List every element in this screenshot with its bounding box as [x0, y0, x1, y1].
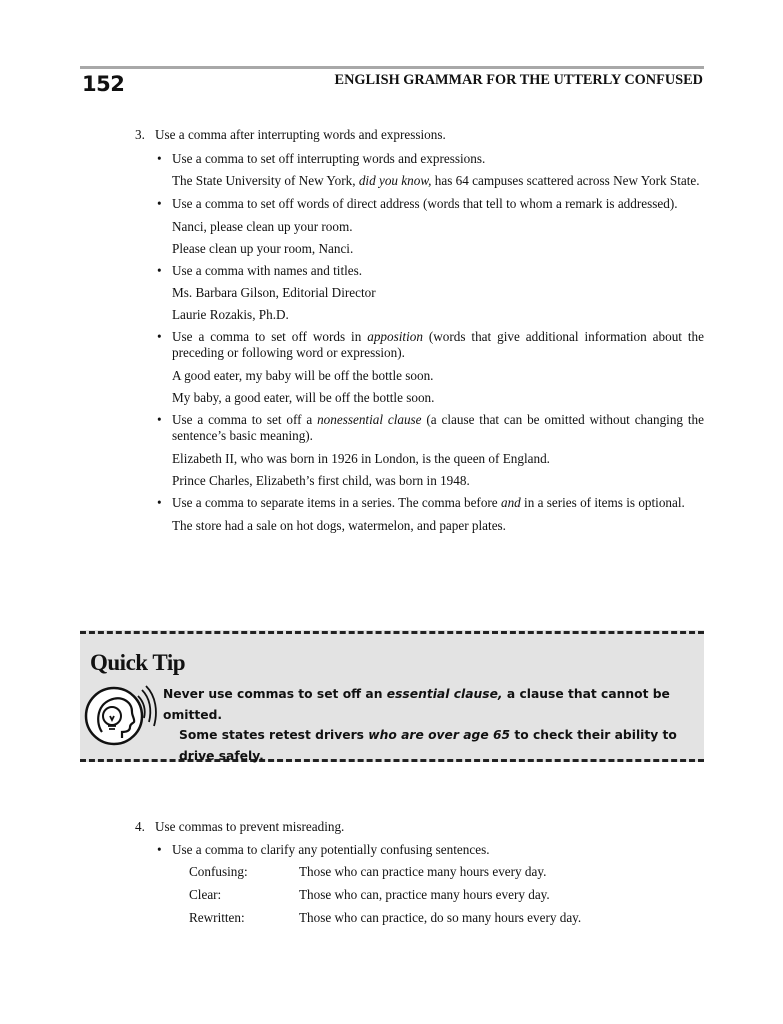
item-heading: Use commas to prevent misreading.	[155, 819, 345, 834]
example-sentence: Elizabeth II, who was born in 1926 in London, is the queen of England.	[172, 451, 550, 466]
tip-rule: Never use commas to set off an essential clause, a clause that cannot be omitted.	[163, 687, 670, 722]
section-3	[135, 127, 704, 534]
bullet-dot: •	[157, 151, 162, 166]
quick-tip-text	[163, 684, 693, 766]
header-rule	[80, 66, 704, 69]
bullet-series: • Use a comma to separate items in a series. The comma before and in a series of items is optional.	[157, 495, 685, 510]
example-sentence: Please clean up your room, Nanci.	[172, 241, 354, 256]
row-label: Confusing:	[189, 864, 248, 879]
item-heading: Use a comma after interrupting words and expressions.	[155, 127, 446, 142]
bullet-text: Use a comma to clarify any potentially confusing sentences.	[172, 842, 490, 857]
quick-tip-title: Quick Tip	[90, 650, 186, 675]
row-text: Those who can, practice many hours every day.	[299, 887, 550, 902]
row-text: Those who can practice many hours every day.	[299, 864, 547, 879]
example-sentence: Prince Charles, Elizabeth’s first child, was born in 1948.	[172, 473, 470, 488]
item-number: 4.	[135, 819, 145, 834]
lightbulb-head-icon	[82, 678, 158, 750]
bullet-interrupting	[135, 151, 704, 167]
bullet-text: Use a comma to set off interrupting words and expressions.	[172, 151, 486, 166]
bullet-dot: •	[157, 263, 162, 278]
section-4	[135, 819, 704, 926]
bullet-text: Use a comma with names and titles.	[172, 263, 363, 278]
bullet-direct-address	[135, 196, 704, 212]
comparison-row	[189, 910, 704, 926]
comparison-table	[135, 864, 704, 926]
comparison-row	[189, 864, 704, 880]
example-sentence: Nanci, please clean up your room.	[172, 219, 353, 234]
bullet-dot: •	[157, 412, 162, 427]
example-sentence: Ms. Barbara Gilson, Editorial Director	[172, 285, 376, 300]
numbered-item-3	[135, 127, 704, 143]
example-sentence: A good eater, my baby will be off the bottle soon.	[172, 368, 434, 383]
bullet-dot: •	[157, 495, 162, 510]
running-head: ENGLISH GRAMMAR FOR THE UTTERLY CONFUSED	[334, 72, 703, 88]
row-label: Clear:	[189, 887, 222, 902]
bullet-dot: •	[157, 329, 162, 344]
item-number: 3.	[135, 127, 145, 142]
bullet-dot: •	[157, 196, 162, 211]
example-sentence: The State University of New York, did you know, has 64 campuses scattered across New York State.	[172, 173, 700, 188]
example-sentence: The store had a sale on hot dogs, watermelon, and paper plates.	[172, 518, 506, 533]
bullet-dot: •	[157, 842, 162, 857]
bullet-nonessential: • Use a comma to set off a nonessential clause (a clause that can be omitted without changing the sentence’s basic meaning).	[157, 412, 704, 443]
row-text: Those who can practice, do so many hours every day.	[299, 910, 582, 925]
tip-top-rule	[80, 631, 704, 634]
bullet-text: Use a comma to set off words of direct address (words that tell to whom a remark is addressed).	[172, 196, 678, 211]
comparison-row	[189, 887, 704, 903]
page-number: 152	[82, 72, 125, 96]
row-label: Rewritten:	[189, 910, 245, 925]
example-sentence: Laurie Rozakis, Ph.D.	[172, 307, 289, 322]
numbered-item-4	[135, 819, 704, 835]
bullet-apposition: • Use a comma to set off words in apposition (words that give additional information about the preceding or following word or expression).	[157, 329, 705, 360]
example-sentence: My baby, a good eater, will be off the bottle soon.	[172, 390, 435, 405]
bullet-names-titles	[135, 263, 704, 279]
tip-example: Some states retest drivers who are over age 65 to check their ability to drive safely.	[179, 728, 677, 763]
bullet-misreading	[135, 842, 704, 858]
